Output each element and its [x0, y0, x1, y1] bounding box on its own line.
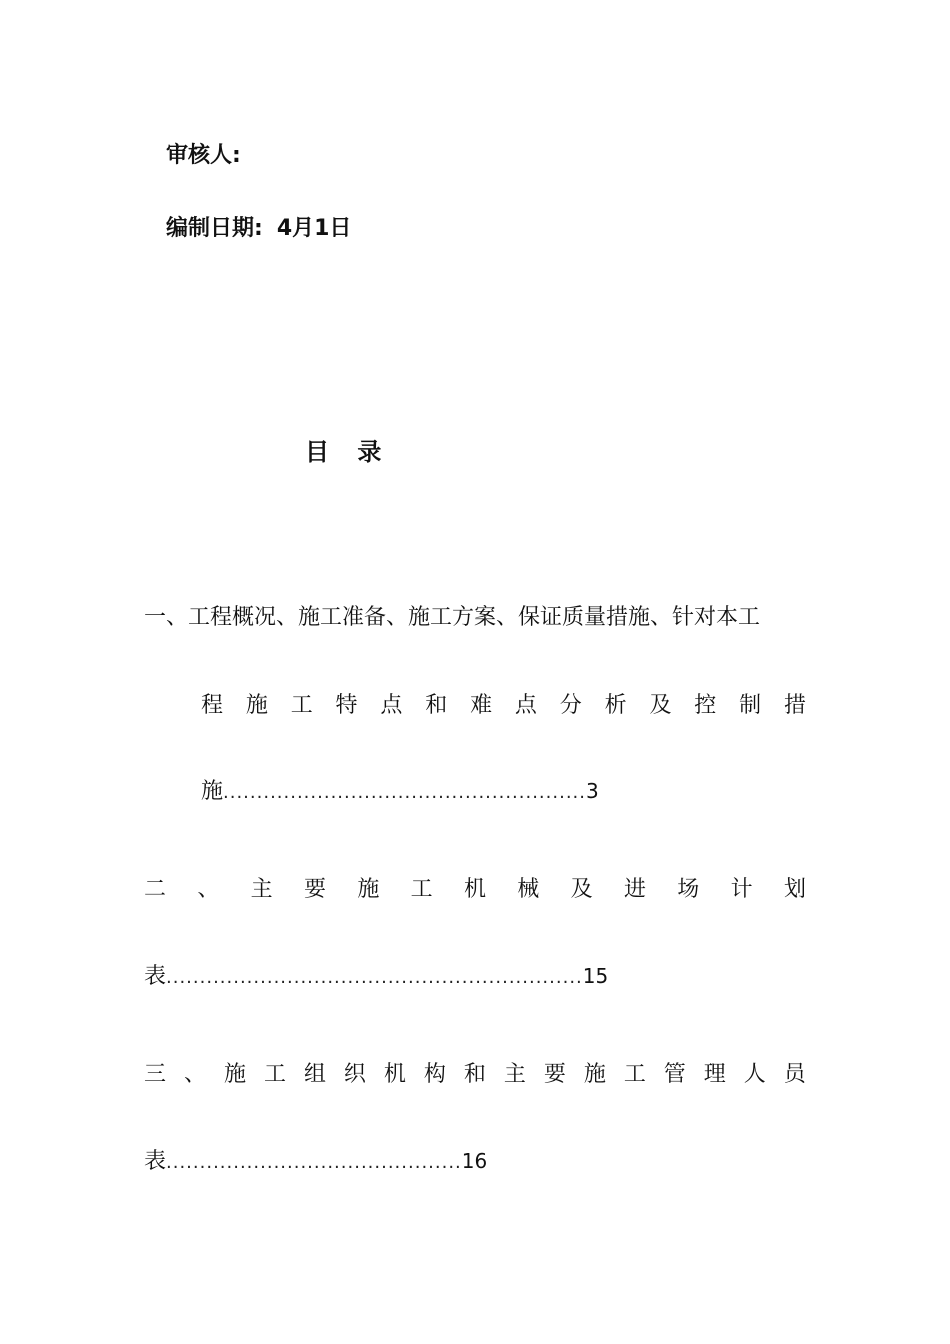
toc-item-1-line-2	[201, 695, 806, 717]
date-label: 编制日期:	[166, 216, 263, 241]
toc-item-3-leader-dots: ............................................	[166, 1152, 462, 1173]
toc-char: 施	[583, 1062, 606, 1087]
toc-char: 机	[463, 877, 486, 902]
toc-char: 析	[604, 693, 627, 718]
toc-title: 目 录	[305, 438, 392, 466]
toc-item-3-page-number: 16	[461, 1149, 488, 1173]
toc-char: 及	[570, 877, 593, 902]
toc-char: 分	[559, 693, 582, 718]
toc-char: 措	[783, 693, 806, 718]
toc-char: 、	[197, 877, 220, 902]
toc-char: 进	[623, 877, 646, 902]
toc-char: 控	[694, 693, 717, 718]
toc-char: 制	[739, 693, 762, 718]
toc-char: 主	[503, 1062, 526, 1087]
toc-item-2-page-number: 15	[582, 964, 609, 988]
date-line	[166, 211, 351, 242]
toc-char: 场	[677, 877, 700, 902]
toc-char: 、	[183, 1062, 206, 1087]
toc-char: 和	[463, 1062, 486, 1087]
toc-item-2-tail-text: 表	[144, 964, 167, 989]
toc-item-1-tail-text: 施	[201, 779, 224, 804]
toc-char: 主	[250, 877, 273, 902]
toc-item-1-page-number: 3	[586, 779, 599, 803]
toc-item-1-leader-dots: ......................................................	[223, 782, 586, 803]
date-value: 4月1日	[276, 216, 352, 241]
toc-item-2-leader-dots: ..............................................................	[166, 967, 583, 988]
toc-char: 理	[703, 1062, 726, 1087]
toc-char: 和	[425, 693, 448, 718]
toc-char: 织	[343, 1062, 366, 1087]
toc-item-1-line-3[interactable]	[201, 781, 599, 803]
toc-char: 组	[303, 1062, 326, 1087]
toc-char: 工	[290, 693, 313, 718]
toc-char: 点	[380, 693, 403, 718]
toc-item-2-line-2[interactable]	[144, 966, 608, 988]
toc-item-3-tail-text: 表	[144, 1149, 167, 1174]
reviewer-line	[166, 138, 255, 169]
toc-char: 工	[263, 1062, 286, 1087]
toc-item-3-line-1	[144, 1064, 806, 1086]
toc-char: 及	[649, 693, 672, 718]
toc-item-2-line-1	[144, 879, 806, 901]
toc-char: 程	[201, 693, 224, 718]
toc-item-3-line-2[interactable]	[144, 1151, 487, 1173]
toc-char: 划	[783, 877, 806, 902]
toc-char: 机	[383, 1062, 406, 1087]
toc-char: 管	[663, 1062, 686, 1087]
reviewer-label: 审核人:	[166, 143, 241, 168]
toc-char: 要	[543, 1062, 566, 1087]
toc-char: 工	[410, 877, 433, 902]
toc-char: 构	[423, 1062, 446, 1087]
toc-char: 难	[470, 693, 493, 718]
toc-char: 工	[623, 1062, 646, 1087]
toc-char: 械	[517, 877, 540, 902]
toc-char: 二	[144, 877, 167, 902]
toc-char: 施	[223, 1062, 246, 1087]
toc-char: 施	[357, 877, 380, 902]
toc-item-1-line-1: 一、工程概况、施工准备、施工方案、保证质量措施、针对本工	[144, 605, 761, 630]
toc-char: 要	[303, 877, 326, 902]
toc-char: 特	[335, 693, 358, 718]
toc-char: 点	[514, 693, 537, 718]
toc-char: 三	[144, 1062, 167, 1087]
toc-char: 计	[730, 877, 753, 902]
toc-char: 员	[783, 1062, 806, 1087]
toc-char: 施	[245, 693, 268, 718]
toc-char: 人	[743, 1062, 766, 1087]
